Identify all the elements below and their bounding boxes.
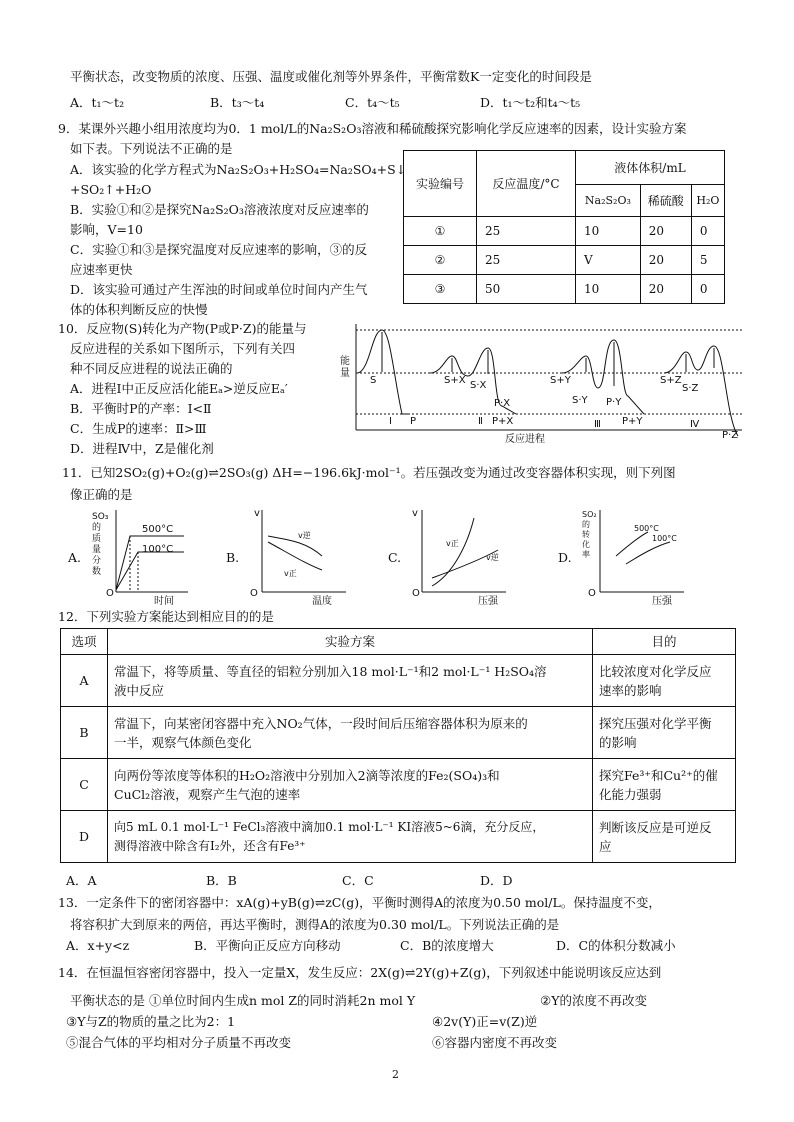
- q11-d-origin: O: [588, 588, 596, 599]
- q9-option-a: A．该实验的化学方程式为Na₂S₂O₃+H₂SO₄=Na₂SO₄+S↓: [70, 162, 407, 177]
- q11-option-d: D.: [558, 550, 572, 565]
- q10-stem: 10．反应物(S)转化为产物(P或P·Z)的能量与: [58, 321, 307, 336]
- q10-option-d: D．进程Ⅳ中，Z是催化剂: [70, 441, 214, 456]
- q11-d-ylabel: SO₂的转化率: [582, 510, 597, 559]
- diagram-label: P·X: [494, 398, 511, 409]
- q9-th-id: 实验编号: [404, 151, 477, 217]
- q8-option-b: B．t₃～t₄: [210, 95, 265, 110]
- q12-row-b-goal: 探究压强对化学平衡 的影响: [593, 707, 736, 759]
- q11-c-curve-1: v正: [446, 539, 459, 548]
- q9-option-d: D．该实验可通过产生浑浊的时间或单位时间内产生气: [70, 282, 368, 297]
- diagram-label: S·Y: [572, 395, 588, 406]
- table-cell: 5: [691, 246, 724, 275]
- q9-option-b-cont: 影响，V=10: [70, 222, 143, 237]
- q11-c-origin: O: [412, 588, 420, 599]
- table-cell: 10: [576, 217, 641, 246]
- diagram-label: S: [370, 375, 377, 386]
- q9-stem-2: 如下表。下列说法不正确的是: [70, 141, 233, 156]
- q12-row-a-goal: 比较浓度对化学反应 速率的影响: [593, 655, 736, 707]
- q11-b-xlabel: 温度: [312, 596, 332, 607]
- q11-a-origin: O: [106, 588, 114, 599]
- q11-d-xlabel: 压强: [652, 596, 672, 607]
- table-cell: 20: [640, 217, 691, 246]
- q11-graph-d: [580, 506, 690, 600]
- q9-table: [403, 150, 725, 304]
- q12-row-c-plan: 向两份等浓度等体积的H₂O₂溶液中分别加入2滴等浓度的Fe₂(SO₄)₃和 CuCl₂溶液，观察产生气泡的速率: [108, 759, 593, 811]
- q12-row-b-plan: 常温下，向某密闭容器中充入NO₂气体，一段时间后压缩容器体积为原来的 一半，观察气体颜色变化: [108, 707, 593, 759]
- q13-stem: 13．一定条件下的密闭容器中：xA(g)+yB(g)⇌zC(g)，平衡时测得A的浓度为0.50 mol/L。保持温度不变，: [58, 895, 661, 910]
- q12-option-c: C．C: [342, 873, 374, 888]
- q13-stem-2: 将容积扩大到原来的两倍，再达平衡时，测得A的浓度为0.30 mol/L。下列说法正确的是: [70, 917, 560, 932]
- q10-stem-3: 种不同反应进程的说法正确的: [70, 361, 233, 376]
- q12-row-a-plan: 常温下，将等质量、等直径的铝粒分别加入18 mol·L⁻¹和2 mol·L⁻¹ H₂SO₄溶 液中反应: [108, 655, 593, 707]
- q11-c-ylabel: v: [412, 508, 418, 519]
- q12-row-d-plan: 向5 mL 0.1 mol·L⁻¹ FeCl₃溶液中滴加0.1 mol·L⁻¹ KI溶液5~6滴，充分反应， 测得溶液中除含有I₂外，还含有Fe³⁺: [108, 811, 593, 863]
- q11-a-curve-100: 100°C: [142, 544, 174, 555]
- q12-option-b: B．B: [206, 873, 237, 888]
- q11-stem: 11．已知2SO₂(g)+O₂(g)⇌2SO₃(g) ΔH=−196.6kJ·mol⁻¹。若压强改变为通过改变容器体积实现，则下列图: [62, 465, 676, 480]
- q12-table: [60, 628, 736, 863]
- table-cell: 20: [640, 275, 691, 304]
- table-cell: 25: [477, 246, 576, 275]
- diagram-label: S+Z: [660, 375, 682, 386]
- q10-option-c: C．生成P的速率：Ⅱ>Ⅲ: [70, 421, 207, 436]
- q14-item-2: ②Y的浓度不再改变: [540, 993, 647, 1008]
- q11-a-ylabel: SO₃的质量分数: [92, 512, 109, 577]
- diagram-label: Ⅳ: [690, 419, 700, 430]
- q9-option-a-cont: +SO₂↑+H₂O: [70, 182, 152, 197]
- q10-option-a: A．进程Ⅰ中正反应活化能Eₐ>逆反应Eₐ′: [70, 381, 288, 396]
- q13-option-c: C．B的浓度增大: [400, 938, 494, 953]
- q9-th-temp: 反应温度/°C: [477, 151, 576, 217]
- diagram-label: P+Y: [622, 416, 643, 427]
- q11-b-ylabel: v: [254, 508, 260, 519]
- table-cell: 0: [691, 217, 724, 246]
- q10-option-b: B．平衡时P的产率：Ⅰ<Ⅱ: [70, 401, 212, 416]
- diagram-label: Ⅰ: [389, 416, 392, 427]
- q12-th-plan: 实验方案: [108, 629, 593, 655]
- diagram-label: S·Z: [682, 383, 699, 394]
- page-number: 2: [392, 1068, 399, 1081]
- table-cell: 10: [576, 275, 641, 304]
- diagram-label: S+X: [444, 375, 466, 386]
- table-row: [61, 655, 736, 707]
- q11-a-xlabel: 时间: [154, 596, 174, 607]
- q13-option-d: D．C的体积分数减小: [556, 938, 676, 953]
- q12-th-option: 选项: [61, 629, 108, 655]
- q14-item-4: ④2v(Y)正=v(Z)逆: [432, 1014, 538, 1029]
- table-cell: 20: [640, 246, 691, 275]
- table-cell: 25: [477, 217, 576, 246]
- q11-stem-2: 像正确的是: [70, 487, 133, 502]
- q12-row-d-goal: 判断该反应是可逆反 应: [593, 811, 736, 863]
- q11-c-curve-2: v逆: [486, 553, 499, 562]
- q14-item-5: ⑤混合气体的平均相对分子质量不再改变: [66, 1035, 292, 1050]
- table-cell: ①: [404, 217, 477, 246]
- q9-th-acid: 稀硫酸: [640, 185, 691, 217]
- q10-ylabel: 能量: [340, 356, 350, 379]
- q11-graph-b: [250, 506, 350, 600]
- q11-option-a: A.: [68, 550, 82, 565]
- q9-th-water: H₂O: [691, 185, 724, 217]
- diagram-label: P·Z: [722, 430, 739, 441]
- q12-row-a-option: A: [61, 655, 108, 707]
- q12-option-a: A．A: [66, 873, 97, 888]
- q14-stem: 14．在恒温恒容密闭容器中，投入一定量X，发生反应：2X(g)⇌2Y(g)+Z(g)，下列叙述中能说明该反应达到: [58, 965, 662, 980]
- q12-stem: 12．下列实验方案能达到相应目的的是: [58, 609, 274, 624]
- table-cell: ③: [404, 275, 477, 304]
- q12-row-d-option: D: [61, 811, 108, 863]
- diagram-label: P+X: [492, 416, 514, 427]
- q11-b-curve-1: v逆: [298, 531, 311, 540]
- q9-th-na2s2o3: Na₂S₂O₃: [576, 185, 641, 217]
- q11-d-curve-100: 100°C: [652, 534, 677, 543]
- q8-option-c: C．t₄～t₅: [345, 95, 400, 110]
- q12-row-b-option: B: [61, 707, 108, 759]
- q11-b-curve-2: v正: [284, 569, 297, 578]
- q9-stem: 9．某课外兴趣小组用浓度均为0．1 mol/L的Na₂S₂O₃溶液和稀硫酸探究影响化学反应速率的因素，设计实验方案: [58, 121, 687, 136]
- q8-stem: 平衡状态，改变物质的浓度、压强、温度或催化剂等外界条件，平衡常数K一定变化的时间段是: [70, 69, 592, 84]
- q14-item-1: 平衡状态的是 ①单位时间内生成n mol Z的同时消耗2n mol Y: [70, 993, 416, 1008]
- q11-c-xlabel: 压强: [478, 596, 498, 607]
- table-cell: 0: [691, 275, 724, 304]
- q9-option-c-cont: 应速率更快: [70, 262, 133, 277]
- q9-option-d-cont: 体的体积判断反应的快慢: [70, 302, 208, 317]
- q11-b-origin: O: [250, 588, 258, 599]
- diagram-label: S+Y: [550, 375, 571, 386]
- table-row: [61, 759, 736, 811]
- q14-item-3: ③Y与Z的物质的量之比为2：1: [66, 1014, 236, 1029]
- q12-th-goal: 目的: [593, 629, 736, 655]
- diagram-label: P·Y: [606, 397, 622, 408]
- q11-option-b: B.: [226, 550, 240, 565]
- q11-d-curve-500: 500°C: [634, 524, 659, 533]
- table-cell: 50: [477, 275, 576, 304]
- q9-option-b: B．实验①和②是探究Na₂S₂O₃溶液浓度对反应速率的: [70, 202, 369, 217]
- diagram-label: Ⅲ: [594, 419, 601, 430]
- q13-option-a: A．x+y<z: [66, 938, 130, 953]
- q13-option-b: B．平衡向正反应方向移动: [194, 938, 341, 953]
- q9-option-c: C．实验①和③是探究温度对反应速率的影响，③的反: [70, 242, 368, 257]
- table-cell: V: [576, 246, 641, 275]
- table-cell: ②: [404, 246, 477, 275]
- q11-a-curve-500: 500°C: [142, 524, 174, 535]
- q11-option-c: C.: [388, 550, 402, 565]
- q12-row-c-option: C: [61, 759, 108, 811]
- table-row: [61, 811, 736, 863]
- q9-th-volume: 液体体积/mL: [576, 151, 725, 185]
- q10-stem-2: 反应进程的关系如下图所示，下列有关四: [70, 341, 296, 356]
- q12-row-c-goal: 探究Fe³⁺和Cu²⁺的催 化能力强弱: [593, 759, 736, 811]
- table-row: [61, 707, 736, 759]
- q8-option-d: D．t₁～t₂和t₄～t₅: [480, 95, 581, 110]
- diagram-label: Ⅱ: [478, 416, 483, 427]
- diagram-label: P: [410, 416, 417, 427]
- diagram-label: S·X: [470, 380, 487, 391]
- q12-option-d: D．D: [480, 873, 513, 888]
- q14-item-6: ⑥容器内密度不再改变: [432, 1035, 558, 1050]
- q10-xlabel: 反应进程: [505, 434, 545, 445]
- q8-option-a: A．t₁～t₂: [70, 95, 125, 110]
